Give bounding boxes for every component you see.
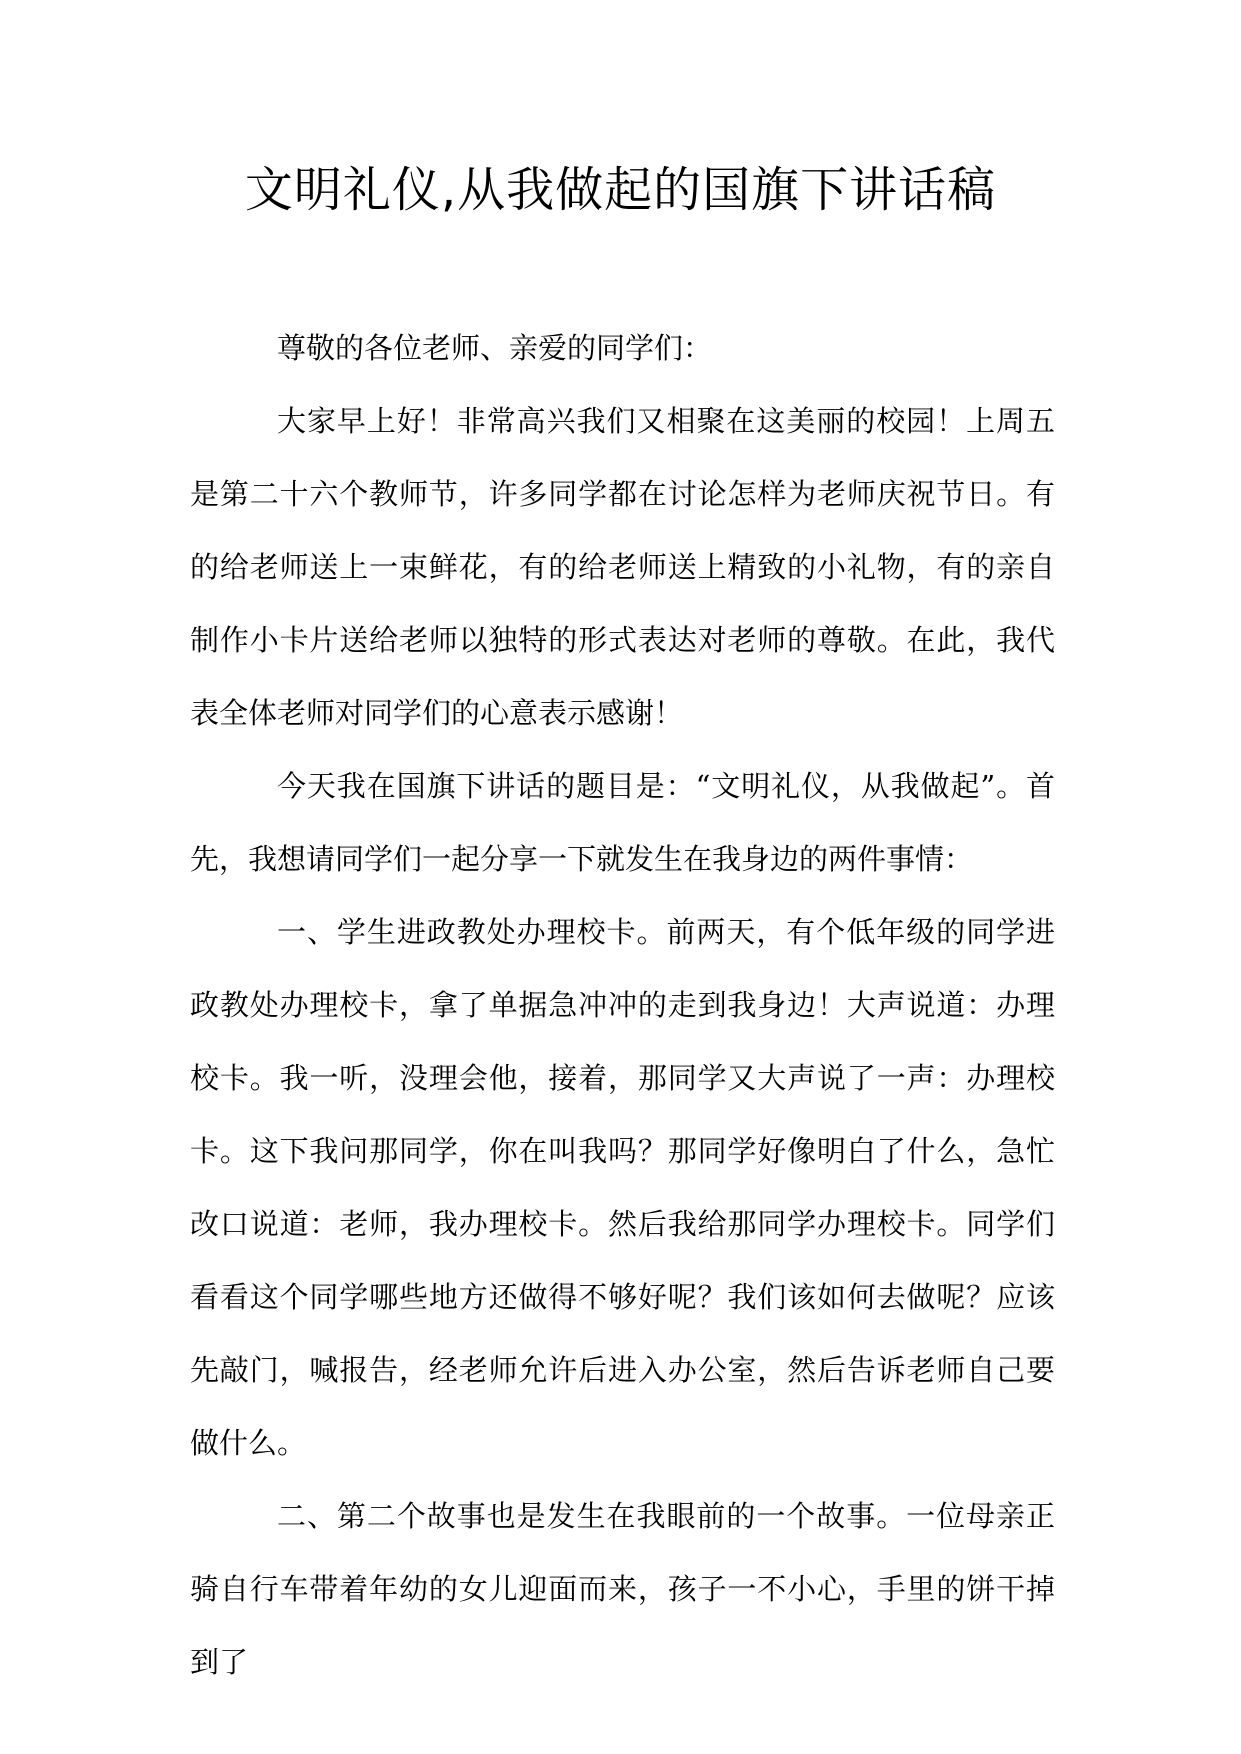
speech-body — [190, 312, 1055, 1699]
page-title: 文明礼仪,从我做起的国旗下讲话稿 — [244, 162, 997, 218]
salutation-paragraph: 尊敬的各位老师、亲爱的同学们： — [277, 331, 713, 365]
story-one-paragraph: 一、学生进政教处办理校卡。前两天，有个低年级的同学进政教处办理校卡，拿了单据急冲冲的走到我身边！大声说道：办理校卡。我一听，没理会他，接着，那同学又大声说了一声：办理校卡。这下我问那同学，你在叫我吗？那同学好像明白了什么，急忙改口说道：老师，我办理校卡。然后我给那同学办理校卡。同学们看看这个同学哪些地方还做得不够好呢？我们该如何去做呢？应该先敲门，喊报告，经老师允许后进入办公室，然后告诉老师自己要做什么。 — [190, 915, 1055, 1460]
greeting-paragraph: 大家早上好！非常高兴我们又相聚在这美丽的校园！上周五是第二十六个教师节，许多同学都在讨论怎样为老师庆祝节日。有的给老师送上一束鲜花，有的给老师送上精致的小礼物，有的亲自制作小卡片送给老师以独特的形式表达对老师的尊敬。在此，我代表全体老师对同学们的心意表示感谢！ — [190, 404, 1055, 730]
topic-paragraph: 今天我在国旗下讲话的题目是：“文明礼仪，从我做起”。首先，我想请同学们一起分享一下就发生在我身边的两件事情： — [190, 769, 1055, 876]
story-two-paragraph: 二、第二个故事也是发生在我眼前的一个故事。一位母亲正骑自行车带着年幼的女儿迎面而来，孩子一不小心，手里的饼干掉到了 — [190, 1499, 1055, 1679]
